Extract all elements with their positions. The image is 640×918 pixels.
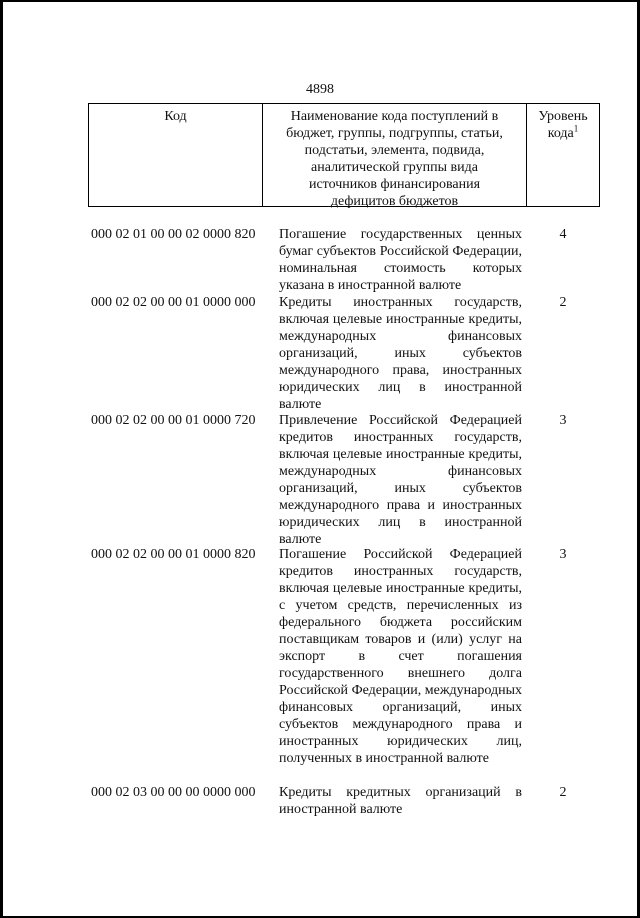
- header-name-line: бюджет, группы, подгруппы, статьи,: [286, 126, 503, 141]
- row-level: 3: [559, 413, 567, 428]
- footnote-marker: 1: [573, 123, 579, 134]
- table-header: [88, 103, 600, 207]
- row-code: 000 02 02 00 00 01 0000 820: [91, 547, 256, 562]
- header-name: [263, 104, 527, 209]
- row-name: Погашение государственных ценных бумаг субъектов Российской Федерации, номинальная стоимость которых указана в иностранной валюте: [279, 227, 522, 293]
- row-level: 3: [559, 547, 567, 562]
- header-level: [527, 104, 599, 206]
- scan-border-top: [0, 0, 640, 2]
- header-name-line: подстатьи, элемента, подвида,: [304, 143, 485, 158]
- header-name-line: источников финансирования: [308, 177, 481, 192]
- row-code: 000 02 02 00 00 01 0000 000: [91, 295, 256, 310]
- header-name-line: дефицитов бюджетов: [330, 194, 459, 209]
- row-code: 000 02 02 00 00 01 0000 720: [91, 413, 256, 428]
- row-name: Кредиты кредитных организаций в иностранной валюте: [279, 785, 522, 817]
- row-name: Погашение Российской Федерацией кредитов иностранных государств, включая целевые иностранные кредиты, с учетом средств, перечисленных из федерального бюджета российским поставщикам товаров и (или) услуг на экспорт в счет погашения государственного внешнего долга Российской Федерации, международных финансовых организаций, иных субъектов международного права и иностранных юридических лиц, полученных в иностранной валюте: [279, 547, 522, 766]
- row-name: Привлечение Российской Федерацией кредитов иностранных государств, включая целевые иностранные кредиты, международных финансовых организаций, иных субъектов международного права и иностранных юридических лиц в иностранной валюте: [279, 413, 522, 547]
- row-level: 2: [559, 785, 567, 800]
- header-level-line1: Уровень: [538, 109, 588, 124]
- scan-border-left: [0, 0, 3, 918]
- header-name-line: аналитической группы вида: [311, 160, 478, 175]
- header-name-line: Наименование кода поступлений в: [290, 109, 499, 124]
- header-level-text: кода: [547, 126, 574, 141]
- row-code: 000 02 01 00 00 02 0000 820: [91, 227, 256, 242]
- row-level: 4: [559, 227, 567, 242]
- header-code: Код: [89, 104, 263, 206]
- row-name: Кредиты иностранных государств, включая целевые иностранные кредиты, международных финансовых организаций, иных субъектов международного права, иностранных юридических лиц в иностранной валюте: [279, 295, 522, 412]
- row-level: 2: [559, 295, 567, 310]
- row-code: 000 02 03 00 00 00 0000 000: [91, 785, 256, 800]
- header-level-line2: [527, 125, 599, 142]
- page-number: 4898: [306, 82, 334, 97]
